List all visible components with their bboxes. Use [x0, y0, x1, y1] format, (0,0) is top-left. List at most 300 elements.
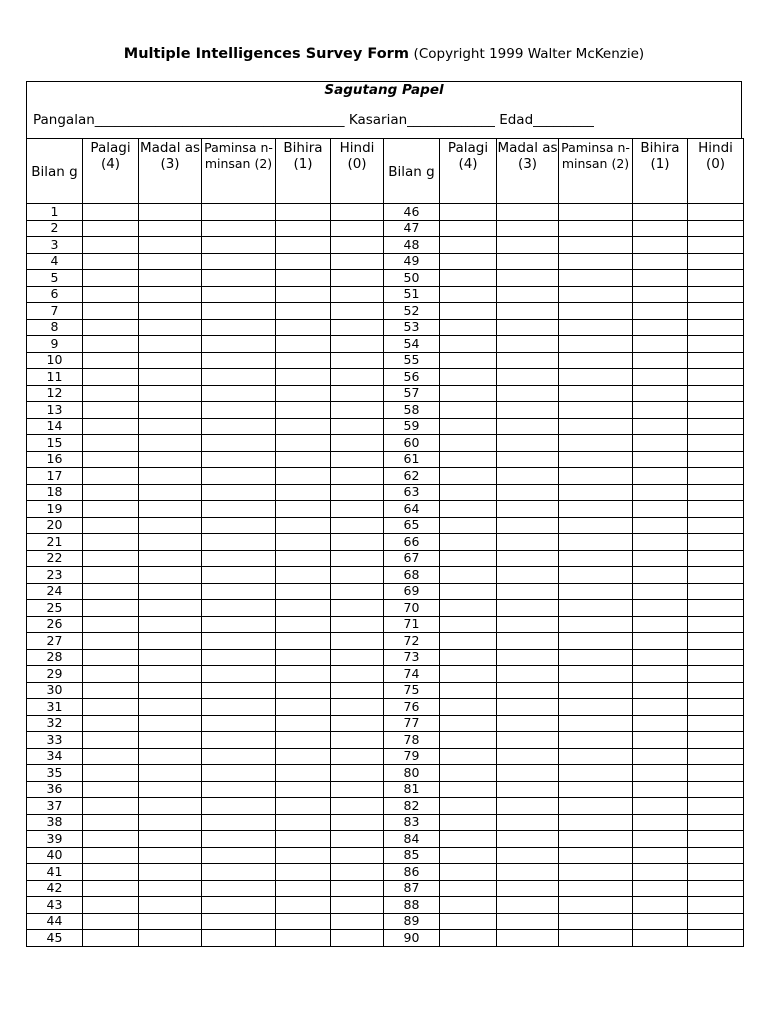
answer-cell[interactable] — [139, 253, 202, 270]
answer-cell[interactable] — [440, 864, 497, 881]
answer-cell[interactable] — [633, 501, 688, 518]
answer-cell[interactable] — [688, 864, 744, 881]
answer-cell[interactable] — [139, 501, 202, 518]
answer-cell[interactable] — [202, 336, 276, 353]
answer-cell[interactable] — [688, 583, 744, 600]
answer-cell[interactable] — [633, 319, 688, 336]
answer-cell[interactable] — [331, 814, 384, 831]
answer-cell[interactable] — [688, 765, 744, 782]
answer-cell[interactable] — [497, 930, 559, 947]
answer-cell[interactable] — [559, 286, 633, 303]
answer-cell[interactable] — [497, 567, 559, 584]
answer-cell[interactable] — [633, 369, 688, 386]
answer-cell[interactable] — [139, 220, 202, 237]
answer-cell[interactable] — [440, 336, 497, 353]
answer-cell[interactable] — [633, 567, 688, 584]
answer-cell[interactable] — [202, 385, 276, 402]
answer-cell[interactable] — [497, 418, 559, 435]
answer-cell[interactable] — [559, 831, 633, 848]
answer-cell[interactable] — [633, 633, 688, 650]
answer-cell[interactable] — [276, 451, 331, 468]
answer-cell[interactable] — [276, 204, 331, 221]
answer-cell[interactable] — [202, 930, 276, 947]
answer-cell[interactable] — [688, 798, 744, 815]
answer-cell[interactable] — [202, 600, 276, 617]
answer-cell[interactable] — [633, 732, 688, 749]
answer-cell[interactable] — [497, 468, 559, 485]
answer-cell[interactable] — [688, 897, 744, 914]
answer-cell[interactable] — [440, 204, 497, 221]
answer-cell[interactable] — [688, 336, 744, 353]
answer-cell[interactable] — [559, 369, 633, 386]
answer-cell[interactable] — [83, 402, 139, 419]
answer-cell[interactable] — [276, 484, 331, 501]
answer-cell[interactable] — [202, 468, 276, 485]
answer-cell[interactable] — [83, 814, 139, 831]
answer-cell[interactable] — [440, 880, 497, 897]
answer-cell[interactable] — [276, 270, 331, 287]
answer-cell[interactable] — [633, 847, 688, 864]
answer-cell[interactable] — [202, 847, 276, 864]
answer-cell[interactable] — [440, 319, 497, 336]
respondent-fields[interactable]: Pangalan_____________________________________ Kasarian_____________ Edad_________ — [33, 112, 594, 128]
answer-cell[interactable] — [202, 616, 276, 633]
answer-cell[interactable] — [139, 402, 202, 419]
answer-cell[interactable] — [139, 352, 202, 369]
answer-cell[interactable] — [202, 649, 276, 666]
answer-cell[interactable] — [688, 913, 744, 930]
answer-cell[interactable] — [276, 913, 331, 930]
answer-cell[interactable] — [688, 418, 744, 435]
answer-cell[interactable] — [497, 484, 559, 501]
answer-cell[interactable] — [83, 798, 139, 815]
answer-cell[interactable] — [559, 385, 633, 402]
answer-cell[interactable] — [440, 616, 497, 633]
answer-cell[interactable] — [633, 930, 688, 947]
answer-cell[interactable] — [331, 649, 384, 666]
answer-cell[interactable] — [497, 864, 559, 881]
answer-cell[interactable] — [276, 897, 331, 914]
answer-cell[interactable] — [139, 715, 202, 732]
answer-cell[interactable] — [139, 666, 202, 683]
answer-cell[interactable] — [633, 468, 688, 485]
answer-cell[interactable] — [331, 253, 384, 270]
answer-cell[interactable] — [331, 616, 384, 633]
answer-cell[interactable] — [83, 468, 139, 485]
answer-cell[interactable] — [331, 336, 384, 353]
answer-cell[interactable] — [83, 253, 139, 270]
answer-cell[interactable] — [202, 814, 276, 831]
answer-cell[interactable] — [202, 402, 276, 419]
answer-cell[interactable] — [276, 699, 331, 716]
answer-cell[interactable] — [331, 831, 384, 848]
answer-cell[interactable] — [139, 831, 202, 848]
answer-cell[interactable] — [331, 897, 384, 914]
answer-cell[interactable] — [139, 682, 202, 699]
answer-cell[interactable] — [440, 715, 497, 732]
answer-cell[interactable] — [202, 204, 276, 221]
answer-cell[interactable] — [331, 864, 384, 881]
answer-cell[interactable] — [633, 880, 688, 897]
answer-cell[interactable] — [440, 913, 497, 930]
answer-cell[interactable] — [688, 550, 744, 567]
answer-cell[interactable] — [559, 616, 633, 633]
answer-cell[interactable] — [276, 468, 331, 485]
answer-cell[interactable] — [497, 748, 559, 765]
answer-cell[interactable] — [276, 831, 331, 848]
answer-cell[interactable] — [440, 831, 497, 848]
answer-cell[interactable] — [202, 831, 276, 848]
answer-cell[interactable] — [83, 732, 139, 749]
answer-cell[interactable] — [83, 880, 139, 897]
answer-cell[interactable] — [688, 781, 744, 798]
answer-cell[interactable] — [83, 765, 139, 782]
answer-cell[interactable] — [688, 303, 744, 320]
answer-cell[interactable] — [331, 765, 384, 782]
answer-cell[interactable] — [139, 897, 202, 914]
answer-cell[interactable] — [559, 633, 633, 650]
answer-cell[interactable] — [688, 220, 744, 237]
answer-cell[interactable] — [276, 600, 331, 617]
answer-cell[interactable] — [276, 567, 331, 584]
answer-cell[interactable] — [497, 550, 559, 567]
answer-cell[interactable] — [331, 451, 384, 468]
answer-cell[interactable] — [440, 418, 497, 435]
answer-cell[interactable] — [83, 270, 139, 287]
answer-cell[interactable] — [83, 451, 139, 468]
answer-cell[interactable] — [139, 583, 202, 600]
answer-cell[interactable] — [497, 204, 559, 221]
answer-cell[interactable] — [331, 781, 384, 798]
answer-cell[interactable] — [139, 204, 202, 221]
answer-cell[interactable] — [559, 930, 633, 947]
answer-cell[interactable] — [559, 913, 633, 930]
answer-cell[interactable] — [276, 237, 331, 254]
answer-cell[interactable] — [497, 781, 559, 798]
answer-cell[interactable] — [559, 847, 633, 864]
answer-cell[interactable] — [331, 913, 384, 930]
answer-cell[interactable] — [331, 847, 384, 864]
answer-cell[interactable] — [440, 517, 497, 534]
answer-cell[interactable] — [83, 847, 139, 864]
answer-cell[interactable] — [139, 303, 202, 320]
answer-cell[interactable] — [83, 484, 139, 501]
answer-cell[interactable] — [688, 385, 744, 402]
answer-cell[interactable] — [83, 418, 139, 435]
answer-cell[interactable] — [559, 534, 633, 551]
answer-cell[interactable] — [633, 616, 688, 633]
answer-cell[interactable] — [139, 649, 202, 666]
answer-cell[interactable] — [559, 270, 633, 287]
answer-cell[interactable] — [331, 270, 384, 287]
answer-cell[interactable] — [440, 847, 497, 864]
answer-cell[interactable] — [139, 864, 202, 881]
answer-cell[interactable] — [633, 864, 688, 881]
answer-cell[interactable] — [139, 319, 202, 336]
answer-cell[interactable] — [688, 633, 744, 650]
answer-cell[interactable] — [83, 666, 139, 683]
answer-cell[interactable] — [688, 451, 744, 468]
answer-cell[interactable] — [331, 880, 384, 897]
answer-cell[interactable] — [276, 220, 331, 237]
answer-cell[interactable] — [83, 633, 139, 650]
answer-cell[interactable] — [276, 930, 331, 947]
answer-cell[interactable] — [276, 798, 331, 815]
answer-cell[interactable] — [688, 814, 744, 831]
answer-cell[interactable] — [202, 517, 276, 534]
answer-cell[interactable] — [276, 550, 331, 567]
answer-cell[interactable] — [633, 682, 688, 699]
answer-cell[interactable] — [276, 517, 331, 534]
answer-cell[interactable] — [440, 897, 497, 914]
answer-cell[interactable] — [440, 435, 497, 452]
answer-cell[interactable] — [440, 798, 497, 815]
answer-cell[interactable] — [633, 220, 688, 237]
answer-cell[interactable] — [440, 732, 497, 749]
answer-cell[interactable] — [276, 501, 331, 518]
answer-cell[interactable] — [633, 253, 688, 270]
answer-cell[interactable] — [276, 781, 331, 798]
answer-cell[interactable] — [688, 567, 744, 584]
answer-cell[interactable] — [139, 633, 202, 650]
answer-cell[interactable] — [276, 402, 331, 419]
answer-cell[interactable] — [497, 682, 559, 699]
answer-cell[interactable] — [688, 715, 744, 732]
answer-cell[interactable] — [202, 352, 276, 369]
answer-cell[interactable] — [331, 237, 384, 254]
answer-cell[interactable] — [331, 732, 384, 749]
answer-cell[interactable] — [559, 336, 633, 353]
answer-cell[interactable] — [559, 781, 633, 798]
answer-cell[interactable] — [633, 237, 688, 254]
answer-cell[interactable] — [83, 369, 139, 386]
answer-cell[interactable] — [202, 303, 276, 320]
answer-cell[interactable] — [688, 666, 744, 683]
answer-cell[interactable] — [497, 303, 559, 320]
answer-cell[interactable] — [83, 204, 139, 221]
answer-cell[interactable] — [497, 897, 559, 914]
answer-cell[interactable] — [497, 534, 559, 551]
answer-cell[interactable] — [331, 550, 384, 567]
answer-cell[interactable] — [331, 600, 384, 617]
answer-cell[interactable] — [497, 765, 559, 782]
answer-cell[interactable] — [139, 600, 202, 617]
answer-cell[interactable] — [633, 385, 688, 402]
answer-cell[interactable] — [139, 286, 202, 303]
answer-cell[interactable] — [276, 765, 331, 782]
answer-cell[interactable] — [688, 831, 744, 848]
answer-cell[interactable] — [688, 616, 744, 633]
answer-cell[interactable] — [559, 451, 633, 468]
answer-cell[interactable] — [331, 583, 384, 600]
answer-cell[interactable] — [559, 600, 633, 617]
answer-cell[interactable] — [331, 352, 384, 369]
answer-cell[interactable] — [202, 897, 276, 914]
answer-cell[interactable] — [559, 897, 633, 914]
answer-cell[interactable] — [688, 732, 744, 749]
answer-cell[interactable] — [83, 550, 139, 567]
answer-cell[interactable] — [559, 814, 633, 831]
answer-cell[interactable] — [83, 913, 139, 930]
answer-cell[interactable] — [440, 649, 497, 666]
answer-cell[interactable] — [276, 253, 331, 270]
answer-cell[interactable] — [202, 319, 276, 336]
answer-cell[interactable] — [633, 781, 688, 798]
answer-cell[interactable] — [688, 748, 744, 765]
answer-cell[interactable] — [276, 847, 331, 864]
answer-cell[interactable] — [559, 501, 633, 518]
answer-cell[interactable] — [202, 253, 276, 270]
answer-cell[interactable] — [688, 237, 744, 254]
answer-cell[interactable] — [633, 435, 688, 452]
answer-cell[interactable] — [83, 699, 139, 716]
answer-cell[interactable] — [202, 484, 276, 501]
answer-cell[interactable] — [202, 633, 276, 650]
answer-cell[interactable] — [83, 385, 139, 402]
answer-cell[interactable] — [331, 303, 384, 320]
answer-cell[interactable] — [559, 583, 633, 600]
answer-cell[interactable] — [497, 451, 559, 468]
answer-cell[interactable] — [331, 286, 384, 303]
answer-cell[interactable] — [139, 781, 202, 798]
answer-cell[interactable] — [440, 369, 497, 386]
answer-cell[interactable] — [633, 798, 688, 815]
answer-cell[interactable] — [633, 649, 688, 666]
answer-cell[interactable] — [688, 352, 744, 369]
answer-cell[interactable] — [497, 699, 559, 716]
answer-cell[interactable] — [440, 451, 497, 468]
answer-cell[interactable] — [331, 220, 384, 237]
answer-cell[interactable] — [440, 303, 497, 320]
answer-cell[interactable] — [440, 501, 497, 518]
answer-cell[interactable] — [276, 715, 331, 732]
answer-cell[interactable] — [633, 600, 688, 617]
answer-cell[interactable] — [83, 352, 139, 369]
answer-cell[interactable] — [440, 600, 497, 617]
answer-cell[interactable] — [440, 765, 497, 782]
answer-cell[interactable] — [83, 534, 139, 551]
answer-cell[interactable] — [202, 451, 276, 468]
answer-cell[interactable] — [139, 930, 202, 947]
answer-cell[interactable] — [497, 319, 559, 336]
answer-cell[interactable] — [497, 649, 559, 666]
answer-cell[interactable] — [688, 319, 744, 336]
answer-cell[interactable] — [559, 402, 633, 419]
answer-cell[interactable] — [276, 534, 331, 551]
answer-cell[interactable] — [331, 567, 384, 584]
answer-cell[interactable] — [633, 534, 688, 551]
answer-cell[interactable] — [202, 534, 276, 551]
answer-cell[interactable] — [276, 352, 331, 369]
answer-cell[interactable] — [440, 814, 497, 831]
answer-cell[interactable] — [331, 484, 384, 501]
answer-cell[interactable] — [559, 204, 633, 221]
answer-cell[interactable] — [688, 435, 744, 452]
answer-cell[interactable] — [633, 352, 688, 369]
answer-cell[interactable] — [276, 814, 331, 831]
answer-cell[interactable] — [83, 930, 139, 947]
answer-cell[interactable] — [202, 270, 276, 287]
answer-cell[interactable] — [83, 715, 139, 732]
answer-cell[interactable] — [202, 583, 276, 600]
answer-cell[interactable] — [331, 385, 384, 402]
answer-cell[interactable] — [559, 418, 633, 435]
answer-cell[interactable] — [559, 732, 633, 749]
answer-cell[interactable] — [202, 682, 276, 699]
answer-cell[interactable] — [633, 270, 688, 287]
answer-cell[interactable] — [559, 864, 633, 881]
answer-cell[interactable] — [202, 567, 276, 584]
answer-cell[interactable] — [688, 468, 744, 485]
answer-cell[interactable] — [497, 616, 559, 633]
answer-cell[interactable] — [559, 666, 633, 683]
answer-cell[interactable] — [688, 484, 744, 501]
answer-cell[interactable] — [688, 649, 744, 666]
answer-cell[interactable] — [139, 385, 202, 402]
answer-cell[interactable] — [497, 286, 559, 303]
answer-cell[interactable] — [83, 303, 139, 320]
answer-cell[interactable] — [139, 913, 202, 930]
answer-cell[interactable] — [276, 418, 331, 435]
answer-cell[interactable] — [633, 286, 688, 303]
answer-cell[interactable] — [139, 237, 202, 254]
answer-cell[interactable] — [440, 699, 497, 716]
answer-cell[interactable] — [633, 583, 688, 600]
answer-cell[interactable] — [139, 336, 202, 353]
answer-cell[interactable] — [83, 864, 139, 881]
answer-cell[interactable] — [202, 237, 276, 254]
answer-cell[interactable] — [688, 600, 744, 617]
answer-cell[interactable] — [139, 880, 202, 897]
answer-cell[interactable] — [559, 220, 633, 237]
answer-cell[interactable] — [559, 748, 633, 765]
answer-cell[interactable] — [83, 600, 139, 617]
answer-cell[interactable] — [276, 633, 331, 650]
answer-cell[interactable] — [559, 649, 633, 666]
answer-cell[interactable] — [633, 451, 688, 468]
answer-cell[interactable] — [688, 517, 744, 534]
answer-cell[interactable] — [139, 699, 202, 716]
answer-cell[interactable] — [559, 798, 633, 815]
answer-cell[interactable] — [139, 418, 202, 435]
answer-cell[interactable] — [83, 649, 139, 666]
answer-cell[interactable] — [559, 352, 633, 369]
answer-cell[interactable] — [559, 468, 633, 485]
answer-cell[interactable] — [202, 369, 276, 386]
answer-cell[interactable] — [276, 435, 331, 452]
answer-cell[interactable] — [688, 534, 744, 551]
answer-cell[interactable] — [497, 880, 559, 897]
answer-cell[interactable] — [331, 501, 384, 518]
answer-cell[interactable] — [331, 402, 384, 419]
answer-cell[interactable] — [688, 369, 744, 386]
answer-cell[interactable] — [497, 847, 559, 864]
answer-cell[interactable] — [83, 319, 139, 336]
answer-cell[interactable] — [440, 468, 497, 485]
answer-cell[interactable] — [331, 534, 384, 551]
answer-cell[interactable] — [633, 666, 688, 683]
answer-cell[interactable] — [331, 699, 384, 716]
answer-cell[interactable] — [139, 567, 202, 584]
answer-cell[interactable] — [276, 649, 331, 666]
answer-cell[interactable] — [202, 550, 276, 567]
answer-cell[interactable] — [497, 633, 559, 650]
answer-cell[interactable] — [83, 616, 139, 633]
answer-cell[interactable] — [331, 418, 384, 435]
answer-cell[interactable] — [440, 567, 497, 584]
answer-cell[interactable] — [276, 666, 331, 683]
answer-cell[interactable] — [83, 517, 139, 534]
